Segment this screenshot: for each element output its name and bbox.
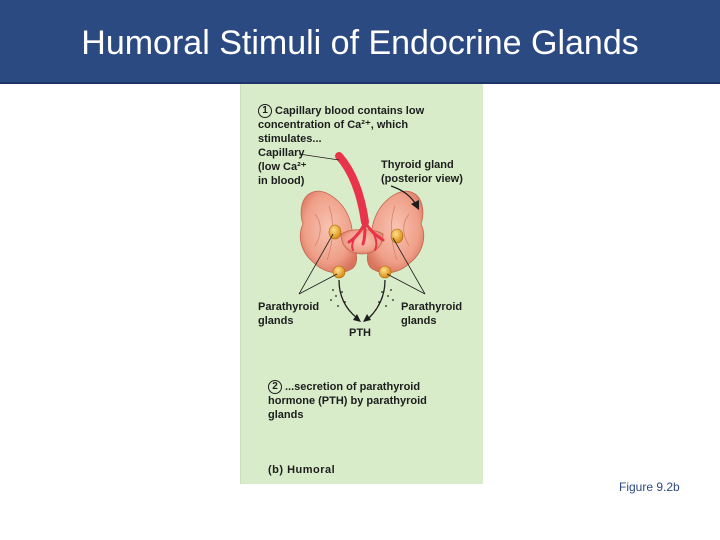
parathyroid-gland-upper-left bbox=[329, 225, 341, 239]
parathyroid-gland-lower-left bbox=[333, 266, 345, 278]
step2-text: ...secretion of parathyroid hormone (PTH) by parathyroid glands bbox=[268, 381, 427, 421]
parathyroid-gland-lower-right bbox=[379, 266, 391, 278]
pth-secretion-arrows bbox=[339, 280, 385, 318]
step1-text: Capillary blood contains low concentration of Ca²⁺, which stimulates... bbox=[258, 105, 425, 145]
pth-label: PTH bbox=[349, 327, 371, 339]
title-bar bbox=[0, 0, 720, 84]
diagram-caption: (b) Humoral bbox=[268, 464, 336, 476]
thyroid-diagram-panel bbox=[240, 84, 483, 484]
parathyroid-left-label: Parathyroid glands bbox=[258, 301, 320, 327]
thyroid-gland-label: Thyroid gland (posterior view) bbox=[381, 159, 463, 185]
step1-number: 1 bbox=[258, 104, 272, 118]
step2-number: 2 bbox=[268, 380, 282, 394]
step2-label bbox=[268, 366, 427, 422]
parathyroid-right-label: Parathyroid glands bbox=[401, 301, 463, 327]
slide-title: Humoral Stimuli of Endocrine Glands bbox=[81, 24, 639, 62]
parathyroid-gland-upper-right bbox=[391, 229, 403, 243]
capillary-label: Capillary (low Ca²⁺ in blood) bbox=[258, 147, 307, 187]
step1-label bbox=[258, 90, 424, 146]
figure-reference: Figure 9.2b bbox=[619, 480, 680, 494]
